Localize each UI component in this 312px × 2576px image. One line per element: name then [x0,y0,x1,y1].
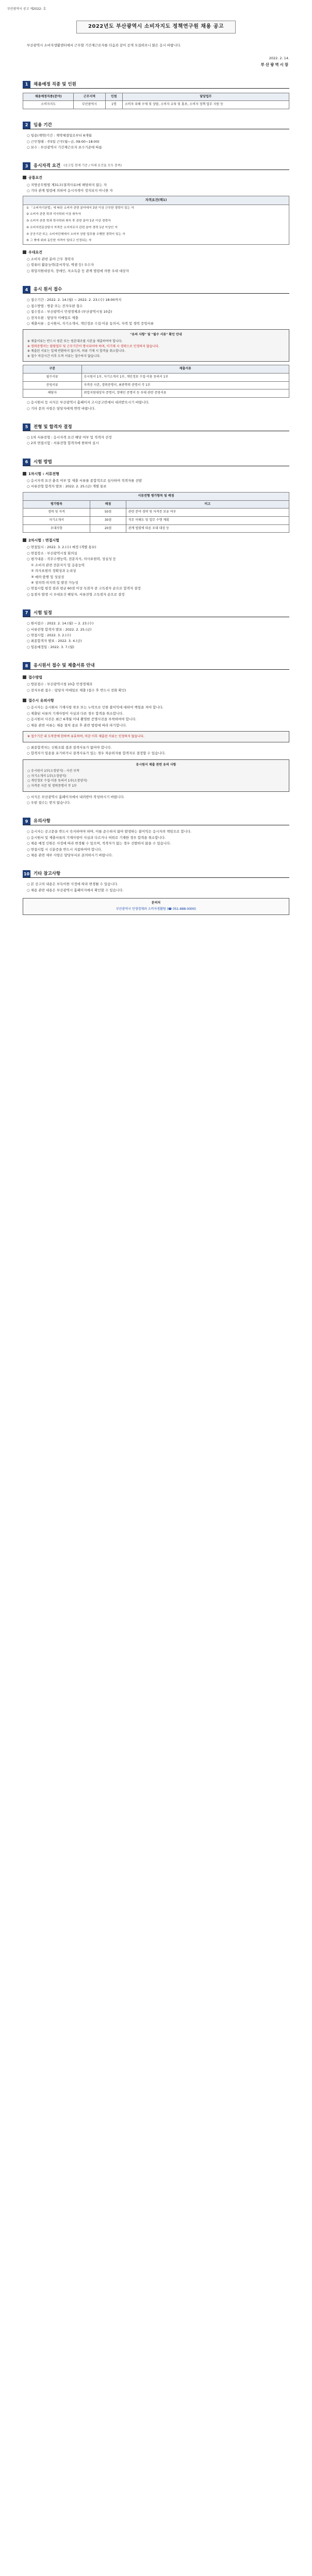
body-line: ○ 취업지원대상자, 장애인, 저소득층 등 관계 법령에 의한 우대 대상자 [27,268,129,273]
section-number: 9 [23,818,30,825]
body-line: ① 소비자 관련 전문지식 및 응용능력 [31,563,85,567]
body-line: ○ 제출된 서류의 기재사항이 사실과 다른 경우 합격을 취소합니다. [27,711,124,716]
square-bullet-icon [23,250,26,254]
body-line: ④ 창의력·의지력 및 발전 가능성 [31,580,78,585]
body-line: ○ 응시원서 등 서식은 부산광역시 홈페이지 고시공고란에서 내려받으시기 바랍니다. [27,400,150,405]
subsection-title: 1차시험 : 서류전형 [28,471,59,476]
subsection-title: 우대요건 [28,250,43,255]
table-header-row [23,365,289,374]
subsection-title: 접수방법 [28,675,43,680]
square-bullet-icon [23,675,26,679]
body-line: ○ 전자우편 : 담당자 이메일로 제출 [27,315,78,320]
table-cell: 30점 [90,516,126,524]
table-cell: 경력 및 자격 [23,509,90,517]
table-header: 채용예정직종(분야) [23,93,74,101]
body-line: ○ 전자우편 접수 : 담당자 이메일로 제출 (접수 후 반드시 전화 확인) [27,688,126,692]
body-line: ○ 채용 관련 세부 사항은 담당부서로 문의하시기 바랍니다. [27,853,113,858]
square-bullet-icon [23,699,26,702]
submission-box-line: ○ 응시원서 1부(소정양식) - 사진 부착 [27,769,79,773]
subsection-header [23,250,289,255]
body-line: ○ 평가내용 : 직무수행능력, 전문지식, 의사표현력, 성실성 등 [27,557,116,562]
body-line: ○ 면접일시 : 2022. 3. 2.(수) 예정 (개별 통보) [27,545,96,550]
body-line: ② 의사표현의 정확성과 논리성 [31,569,76,573]
notice-box-line: ※ 접수 마감시간 이후 도착 서류는 접수하지 않습니다. [27,354,101,358]
section-title: 시험 일정 [34,611,52,616]
section-1-header [23,81,289,89]
section-number: 7 [23,609,30,617]
subsection-header [23,538,289,543]
body-line: ○ 합격자가 임용을 포기하거나 결격사유가 있는 경우 차순위자를 합격자로 결정할 수 있습니다. [27,751,166,756]
table-cell: 20점 [90,524,126,533]
body-line: ○ 응시자는 응시원서 기재사항 착오 또는 누락으로 인한 불이익에 대하여 책임을 져야 합니다. [27,705,163,710]
table-header: 제출서류 [81,365,289,374]
table-cell: 해당자 [23,389,82,398]
body-line: ○ 응시자격 요건 충족 여부 및 제출 서류를 종합적으로 심사하여 적격자를 선발 [27,478,142,483]
body-line: ○ 응시자는 공고문을 반드시 숙지하여야 하며, 이를 준수하지 않아 발생하는 불이익은 응시자의 책임으로 합니다. [27,829,192,834]
body-line: ○ 채용 예정 인원은 사정에 따라 변경될 수 있으며, 적격자가 없는 경우 선발하지 않을 수 있습니다. [27,841,171,846]
section-title: 응시자격 요건 [34,163,61,169]
body-line: ○ 2차 면접시험 : 서류전형 합격자에 한하여 실시 [27,441,99,446]
body-line: ○ 컴퓨터 활용능력(문서작성, 엑셀 등) 우수자 [27,263,94,267]
section-title: 응시원서 접수 및 제출서류 안내 [34,663,95,669]
section-7-header [23,609,289,617]
section-6-header [23,459,289,466]
body-line: ○ 면접장소 : 부산광역시청 회의실 [27,551,77,555]
table-header-row [23,93,289,101]
notice-box-line: ※ 제출서류는 반드시 원본 또는 원본대조필 사본을 제출하여야 합니다. [27,340,123,344]
body-line: ○ 기타 관계 법령에 의하여 응시자격이 정지되지 아니한 자 [27,188,113,193]
body-line: ○ 면접시험 : 2022. 3. 2.(수) [27,633,71,638]
table-row [23,101,289,109]
body-line: ○ 채용 관련 내용은 부산광역시 홈페이지에서 확인할 수 있습니다. [27,888,124,892]
table-cell: 관계 법령에 따른 우대 대상 등 [126,524,289,533]
body-line: ○ 접수방법 : 방문 또는 전자우편 접수 [27,303,83,308]
table-header: 비고 [126,500,289,509]
section-3-header [23,162,289,170]
section-8-header [23,662,289,670]
body-line: ○ 방문접수 : 부산광역시청 10층 민생경제과 [27,682,92,687]
table-row [23,509,289,517]
notice-number: 부산광역시 공고 제2022- 호 [7,7,46,11]
table-row [23,516,289,524]
qualification-item: ② 소비자 관련 학과 석사학위 이상 취득자 [26,213,81,216]
body-line: ○ 응시원서 및 제출서류의 기재사항이 사실과 다르거나 허위로 기재한 경우 합격을 취소합니다. [27,835,166,840]
qualification-header: 자격요건(택1) [23,196,289,205]
body-line: ○ 서류전형 합격자 발표 : 2022. 2. 25.(금) [27,627,92,632]
table-row [23,389,289,398]
table-header: 구분 [23,365,82,374]
table-cell: 50점 [90,509,126,517]
body-line: ③ 예의·품행 및 성실성 [31,574,64,579]
qualification-item: ④ 소비자전문상담사 자격증 소지자로서 관련 분야 경력 1년 이상인 자 [26,226,118,229]
table-cell: 소비자 피해 구제 및 상담, 소비자 교육 및 홍보, 소비자 정책 업무 지원 등 [122,101,289,109]
table-caption: 서류전형 평가항목 및 배점 [23,492,289,500]
body-line: ○ 최종합격자는 신원조회 결과 결격사유가 없어야 합니다. [27,745,112,750]
table-cell: 필수서류 [23,374,82,382]
body-line: ○ 본 공고의 내용은 부득이한 사정에 따라 변경될 수 있습니다. [27,882,119,887]
subsection-header [23,471,289,477]
table-header: 인원 [105,93,122,101]
square-bullet-icon [23,472,26,476]
body-line: ○ 1차 서류전형 : 응시자격 요건 해당 여부 및 적격자 선정 [27,435,112,439]
section-title: 채용예정 직종 및 인원 [34,81,76,87]
body-line: ○ 원서접수 : 2022. 2. 14.(월) ~ 2. 23.(수) [27,621,94,626]
contact-line: 부산광역시 민생경제과 소비자생활팀 (☎ 051-888-0000) [116,907,196,911]
section-number: 10 [23,870,30,877]
submission-box-line: ○ 개인정보 수집·이용 동의서 1부(소정양식) [27,779,88,783]
table-row [23,381,289,389]
section-number: 1 [23,81,30,88]
submission-box [23,759,289,792]
body-line: ○ 근무형태 : 주5일 근무(월~금, 09:00~18:00) [27,139,100,144]
qualification-item: ⑥ 그 밖에 위와 동등한 자격이 있다고 인정되는 자 [26,239,92,243]
notice-box-title: "유의 사항" 및 "필수 서류" 확인 안내 [130,333,182,337]
table-row [23,374,289,382]
body-line: ○ 채용 관련 서류는 채용 절차 종료 후 관련 법령에 따라 파기합니다. [27,723,127,727]
table-cell: 직무 이해도 및 업무 수행 계획 [126,516,289,524]
square-bullet-icon [23,538,26,542]
table-cell: 자격증 사본, 경력증명서, 최종학력 증명서 각 1부 [81,381,289,389]
body-line: ○ 접수장소 : 부산광역시 민생경제과 (부산광역시청 10층) [27,310,112,314]
contact-title: 문의처 [151,901,161,905]
notice-box-line: ※ 제출된 서류는 일체 반환하지 않으며, 허위 기재 시 합격을 취소합니다. [27,349,126,353]
subsection-title: 공통요건 [28,176,43,180]
section-9-header [23,818,289,825]
body-line: ○ 우편 접수는 받지 않습니다. [27,800,71,805]
table-header-row [23,500,289,509]
body-line: ○ 제출서류 : 응시원서, 자기소개서, 개인정보 수집·이용 동의서, 자격 및 경력 증빙서류 [27,321,154,326]
body-line: ○ 서식은 부산광역시 홈페이지에서 내려받아 작성하시기 바랍니다. [27,794,125,799]
table-header: 평가항목 [23,500,90,509]
notice-box-line: ※ 경력증명서는 담당업무 및 근무기간이 명시되어야 하며, 미기재 시 경력으로 인정하지 않습니다. [27,344,159,348]
intro-text: 부산광역시 소비자생활센터에서 근무할 기간제근로자를 다음과 같이 공개 모집하오니 많은 응시 바랍니다. [27,43,182,47]
table-caption-row [23,492,289,500]
subsection-title: 2차시험 : 면접시험 [28,538,59,543]
section-number: 8 [23,662,30,669]
section-number: 3 [23,162,30,170]
section-title: 기타 참고사항 [34,871,61,877]
contact-box [23,898,289,914]
qualification-list [23,196,289,245]
body-line: ○ 지방공무원법 제31조(결격사유)에 해당하지 않는 자 [27,182,107,187]
issuing-org: 부산광역시장 [260,62,289,67]
table-cell: 응시원서 1부, 자기소개서 1부, 개인정보 수집·이용 동의서 1부 [81,374,289,382]
body-line: ○ 면접시험 평정 결과 평균 60점 이상 득점자 중 고득점자 순으로 합격자 결정 [27,586,141,591]
submission-box-title: 응시원서 제출 관련 유의 사항 [136,762,176,767]
qualification-item: ⑤ 공공기관 또는 소비자단체에서 소비자 상담 업무를 수행한 경력이 있는 자 [26,232,125,236]
table-cell: 부산광역시 [74,101,105,109]
notice-title: 2022년도 부산광역시 소비자지도 정책연구원 채용 공고 [76,21,236,33]
section-2-header [23,122,289,129]
section-title: 유의사항 [34,819,51,824]
warning-box: ※ 접수기간 내 도착분에 한하여 유효하며, 마감 이후 제출된 서류는 인정하지 않습니다. [23,731,289,742]
table-cell: 증빙서류 [23,381,82,389]
body-line: ○ 서류전형 합격자 발표 : 2022. 2. 25.(금) 개별 통보 [27,484,107,489]
section-number: 2 [23,122,30,129]
qualification-item: ③ 소비자 관련 학과 학사학위 취득 후 관련 분야 1년 이상 경력자 [26,219,111,223]
section-title: 시험 방법 [34,459,52,465]
body-line: ○ 최종합격자 발표 : 2022. 3. 4.(금) [27,639,82,643]
body-line: ○ 소비자 관련 분야 근무 경력자 [27,257,74,262]
documents-table [23,365,289,398]
title-wrap [23,21,289,33]
section-title: 임용 기간 [34,122,52,128]
position-table [23,93,289,109]
body-line: ○ 보수 : 부산광역시 기간제근로자 보수기준에 따름 [27,145,102,149]
body-line: ○ 면접시험 시 신분증을 반드시 지참하여야 합니다. [27,847,102,852]
section-number: 4 [23,286,30,293]
table-cell: 취업지원대상자 증명서, 장애인 증명서 등 우대 관련 증빙서류 [81,389,289,398]
section-title: 전형 및 합격자 결정 [34,424,72,430]
table-row [23,524,289,533]
notice-date: 2022. 2. 14. [269,56,289,60]
subsection-header [23,698,289,703]
body-line: ○ 임용예정일 : 2022. 3. 7.(월) [27,645,74,649]
body-line: ○ 접수기간 : 2022. 2. 14.(월) ~ 2022. 2. 23.(수) 18:00까지 [27,298,122,302]
section-subtitle: (공고일 현재 기준 / 아래 요건을 모두 충족) [63,164,122,168]
submission-box-line: ○ 자격증 사본 및 경력증명서 각 1부 [27,784,77,788]
table-header: 담당업무 [122,93,289,101]
section-5-header [23,423,289,431]
table-cell: 자기소개서 [23,516,90,524]
subsection-header [23,675,289,680]
table-header: 배점 [90,500,126,509]
table-cell: 관련 분야 경력 및 자격증 보유 여부 [126,509,289,517]
section-number: 6 [23,459,30,466]
table-cell: 우대사항 [23,524,90,533]
date-block [23,56,289,69]
table-header: 근무지역 [74,93,105,101]
body-line: ○ 동점자 발생 시 우대요건 해당자, 서류전형 고득점자 순으로 결정 [27,592,125,597]
body-line: ○ 응시원서 사진은 최근 6개월 이내 촬영한 증명사진을 부착하여야 합니다. [27,717,137,722]
notice-box [23,329,289,362]
table-cell: 소비자지도 [23,101,74,109]
subsection-title: 접수시 유의사항 [28,699,54,703]
body-line: ○ 기타 문의 사항은 담당자에게 연락 바랍니다. [27,406,96,411]
body-line: ○ 임용(계약)기간 : 계약체결일로부터 6개월 [27,133,92,138]
square-bullet-icon [23,176,26,179]
section-10-header [23,870,289,878]
section-4-header [23,286,289,294]
submission-box-line: ○ 자기소개서 1부(소정양식) [27,774,67,778]
subsection-header [23,175,289,180]
qualification-item: ① 「소비자기본법」에 따른 소비자 관련 분야에서 3년 이상 근무한 경력이 있는 자 [26,206,134,210]
table-cell: 1명 [105,101,122,109]
section-title: 응시 원서 접수 [34,287,62,293]
section-number: 5 [23,423,30,431]
evaluation-table [23,492,289,533]
